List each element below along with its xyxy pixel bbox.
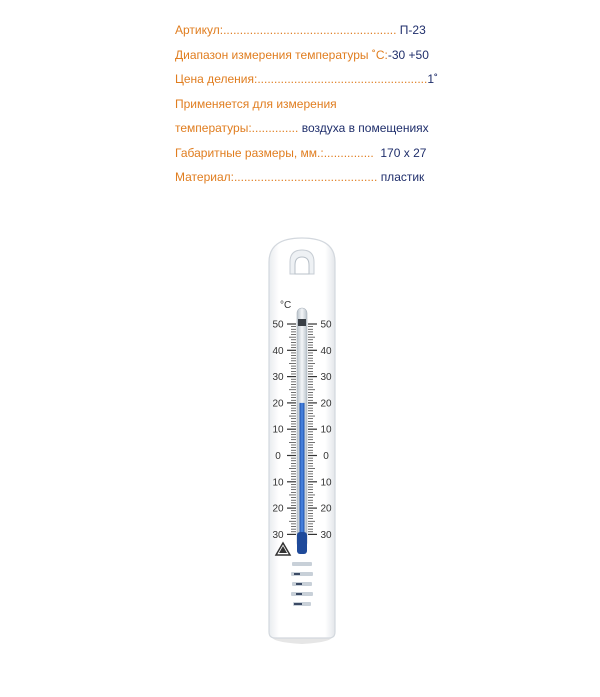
scale-label-right: 50 xyxy=(320,319,332,331)
spec-range-label: Диапазон измерения температуры ˚С: xyxy=(175,47,388,62)
spec-range-value: -30 +50 xyxy=(387,47,429,62)
scale-label-left: 0 xyxy=(275,451,281,462)
spec-article-dots: .................................................... xyxy=(223,23,397,37)
spec-material xyxy=(175,165,575,190)
scale-label-right: 20 xyxy=(320,398,332,410)
scale-label-left: 40 xyxy=(272,345,284,357)
spec-range xyxy=(175,43,575,68)
scale-label-left: 30 xyxy=(272,529,284,541)
scale-label-right: 0 xyxy=(323,451,329,462)
tube-cap xyxy=(298,319,306,326)
spec-material-label: Материал: xyxy=(175,170,234,184)
scale-label-right: 40 xyxy=(320,345,332,357)
scale-label-right: 30 xyxy=(320,529,332,541)
spec-division-value: 1˚ xyxy=(427,72,439,86)
scale-label-right: 30 xyxy=(320,372,332,384)
spec-applies-dots: .............. xyxy=(251,121,299,135)
scale-label-left: 30 xyxy=(272,372,284,384)
spec-applies-label-1: Применяется для измерения xyxy=(175,96,337,111)
spec-material-dots: ........................................... xyxy=(233,170,378,184)
scale-label-left: 20 xyxy=(272,503,284,515)
spec-division-label: Цена деления: xyxy=(175,72,258,86)
spec-applies-value: воздуха в помещениях xyxy=(301,121,429,135)
spec-article-label: Артикул: xyxy=(175,23,224,37)
spec-applies-line1 xyxy=(175,92,575,117)
scale-label-left: 10 xyxy=(272,477,284,489)
scale-label-right: 10 xyxy=(320,424,332,436)
spec-article-value: П-23 xyxy=(399,23,426,37)
spec-size xyxy=(175,141,575,166)
specifications xyxy=(175,18,575,190)
scale-label-left: 20 xyxy=(272,398,284,410)
thermometer-bulb xyxy=(297,532,307,554)
spec-size-label: Габаритные размеры, мм.: xyxy=(175,145,324,160)
thermometer-image xyxy=(262,232,342,652)
scale-label-right: 20 xyxy=(320,503,332,515)
thermometer-liquid xyxy=(300,403,305,548)
thermometer-drawing xyxy=(262,232,342,652)
spec-applies-line2 xyxy=(175,116,575,141)
spec-size-dots: ............... xyxy=(323,145,374,160)
spec-material-value: пластик xyxy=(380,170,425,184)
scale-label-left: 50 xyxy=(272,319,284,331)
scale-label-right: 10 xyxy=(320,477,332,489)
spec-article xyxy=(175,18,575,43)
spec-size-value: 170 х 27 xyxy=(380,145,427,160)
spec-applies-label-2: температуры: xyxy=(175,121,252,135)
spec-division-dots: ................................................... xyxy=(257,72,428,86)
unit-label: °C xyxy=(280,300,292,311)
scale-label-left: 10 xyxy=(272,424,284,436)
hanging-hole-icon xyxy=(290,250,314,274)
spec-division xyxy=(175,67,575,92)
